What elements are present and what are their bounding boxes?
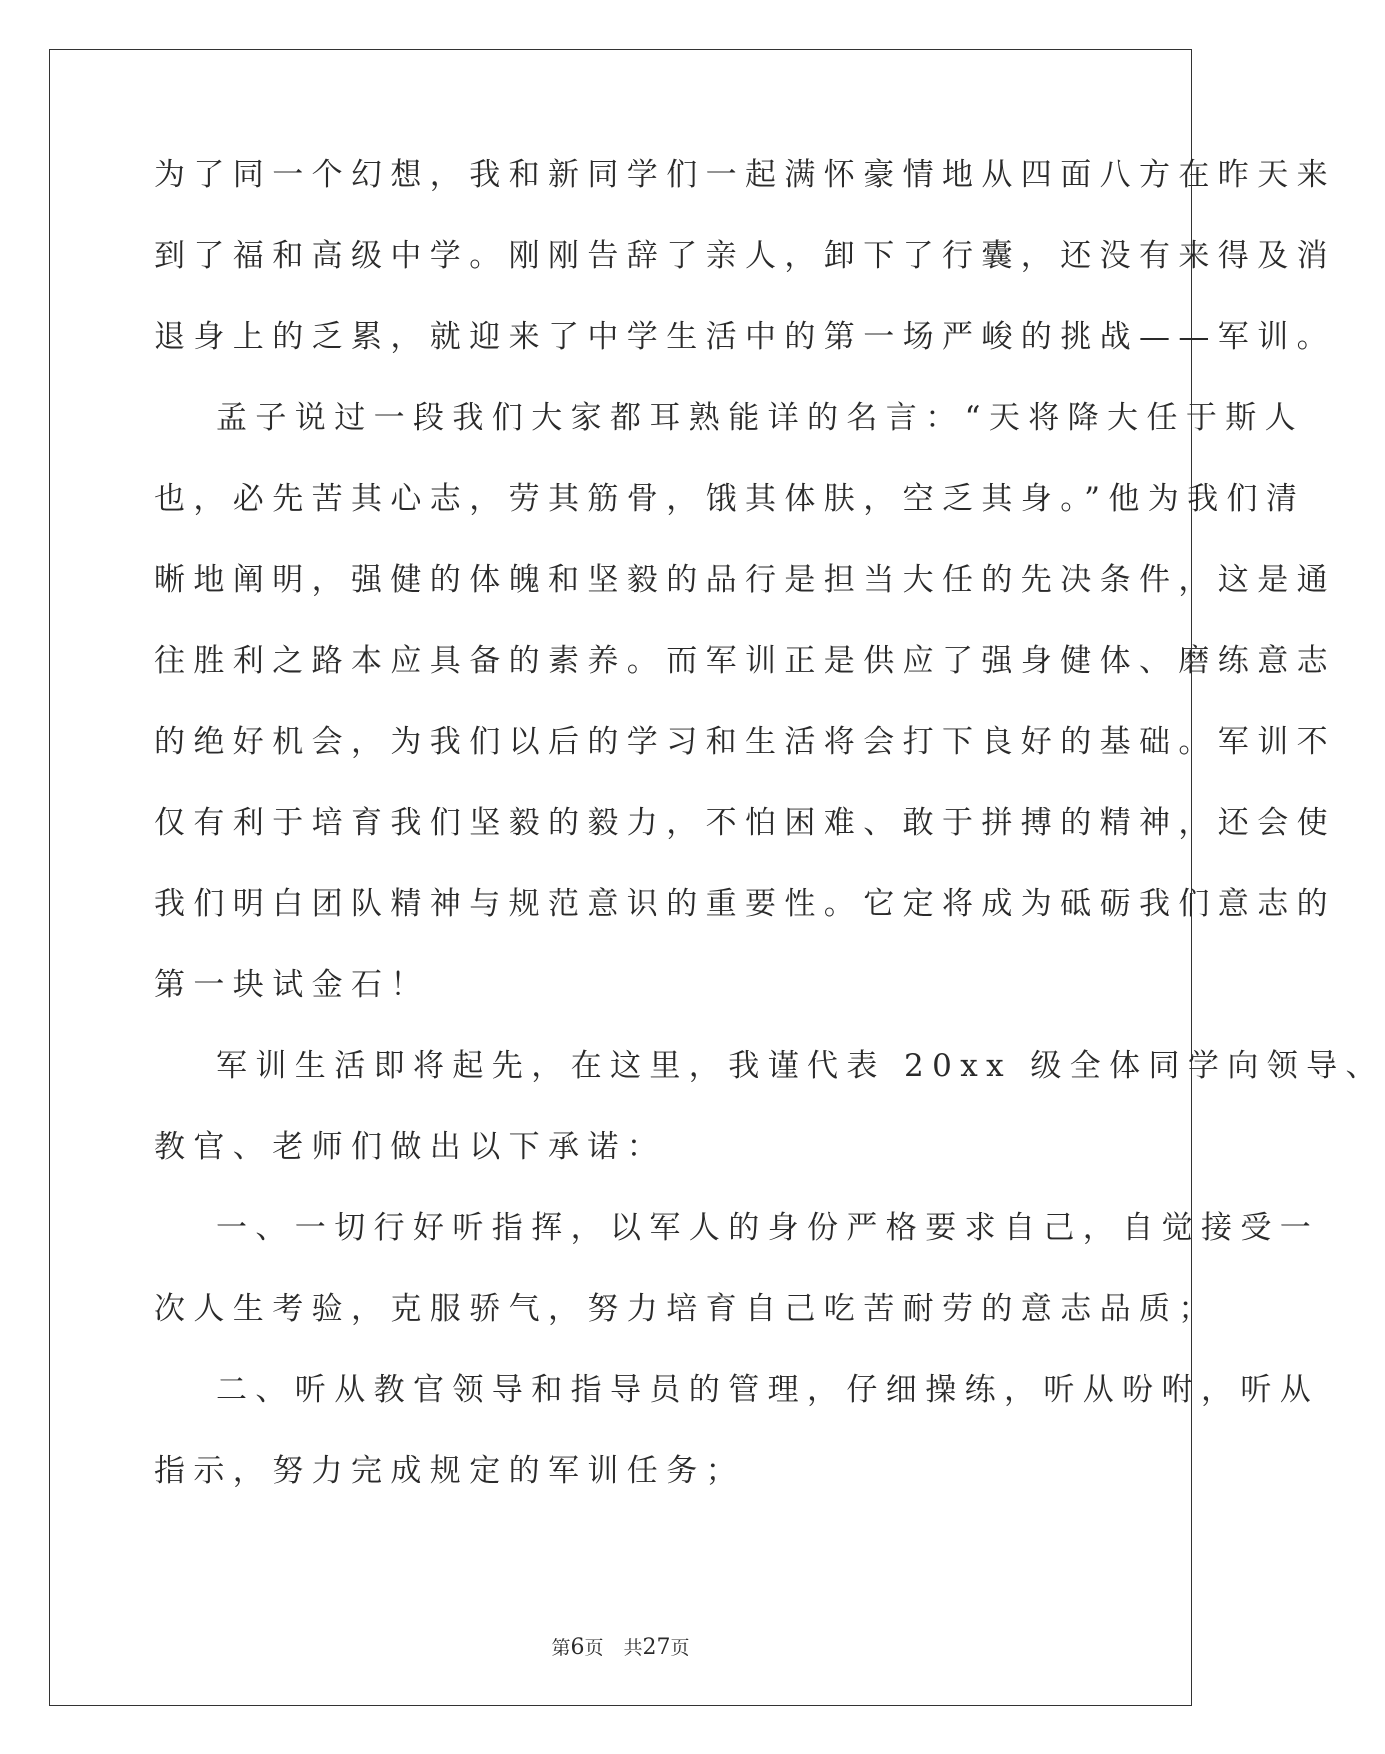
text-line: 晰地阐明，强健的体魄和坚毅的品行是担当大任的先决条件，这是通 [154,562,1336,598]
text-line: 我们明白团队精神与规范意识的重要性。它定将成为砥砺我们意志的 [154,886,1336,922]
text-line: 到了福和高级中学。刚刚告辞了亲人，卸下了行囊，还没有来得及消 [154,238,1336,274]
text-line: 退身上的乏累，就迎来了中学生活中的第一场严峻的挑战——军训。 [154,319,1336,355]
footer-total-suffix: 页 [670,1637,690,1659]
text-line: 指示，努力完成规定的军训任务； [154,1453,745,1489]
footer-page-suffix: 页 [584,1637,604,1659]
text-line: 孟子说过一段我们大家都耳熟能详的名言：“天将降大任于斯人 [216,400,1305,436]
text-line: 军训生活即将起先，在这里，我谨代表 20xx 级全体同学向领导、 [216,1048,1385,1084]
page-footer [0,1633,1241,1660]
text-line: 第一块试金石！ [154,967,430,1003]
text-line: 仅有利于培育我们坚毅的毅力，不怕困难、敢于拼搏的精神，还会使 [154,805,1336,841]
footer-total-pages: 27 [642,1635,671,1660]
text-line: 也，必先苦其心志，劳其筋骨，饿其体肤，空乏其身。”他为我们清 [154,481,1306,517]
text-line: 为了同一个幻想，我和新同学们一起满怀豪情地从四面八方在昨天来 [154,157,1336,193]
text-line: 教官、老师们做出以下承诺： [154,1129,667,1165]
text-line: 往胜利之路本应具备的素养。而军训正是供应了强身健体、磨练意志 [154,643,1336,679]
text-line: 次人生考验，克服骄气，努力培育自己吃苦耐劳的意志品质； [154,1291,1218,1327]
footer-total-prefix: 共 [623,1637,643,1659]
text-line: 一、一切行好听指挥，以军人的身份严格要求自己，自觉接受一 [216,1210,1320,1246]
document-body [154,157,1385,1537]
footer-page-prefix: 第 [551,1637,571,1659]
text-line: 二、听从教官领导和指导员的管理，仔细操练，听从吩咐，听从 [216,1372,1320,1408]
footer-page-number: 6 [570,1635,585,1660]
text-line: 的绝好机会，为我们以后的学习和生活将会打下良好的基础。军训不 [154,724,1336,760]
